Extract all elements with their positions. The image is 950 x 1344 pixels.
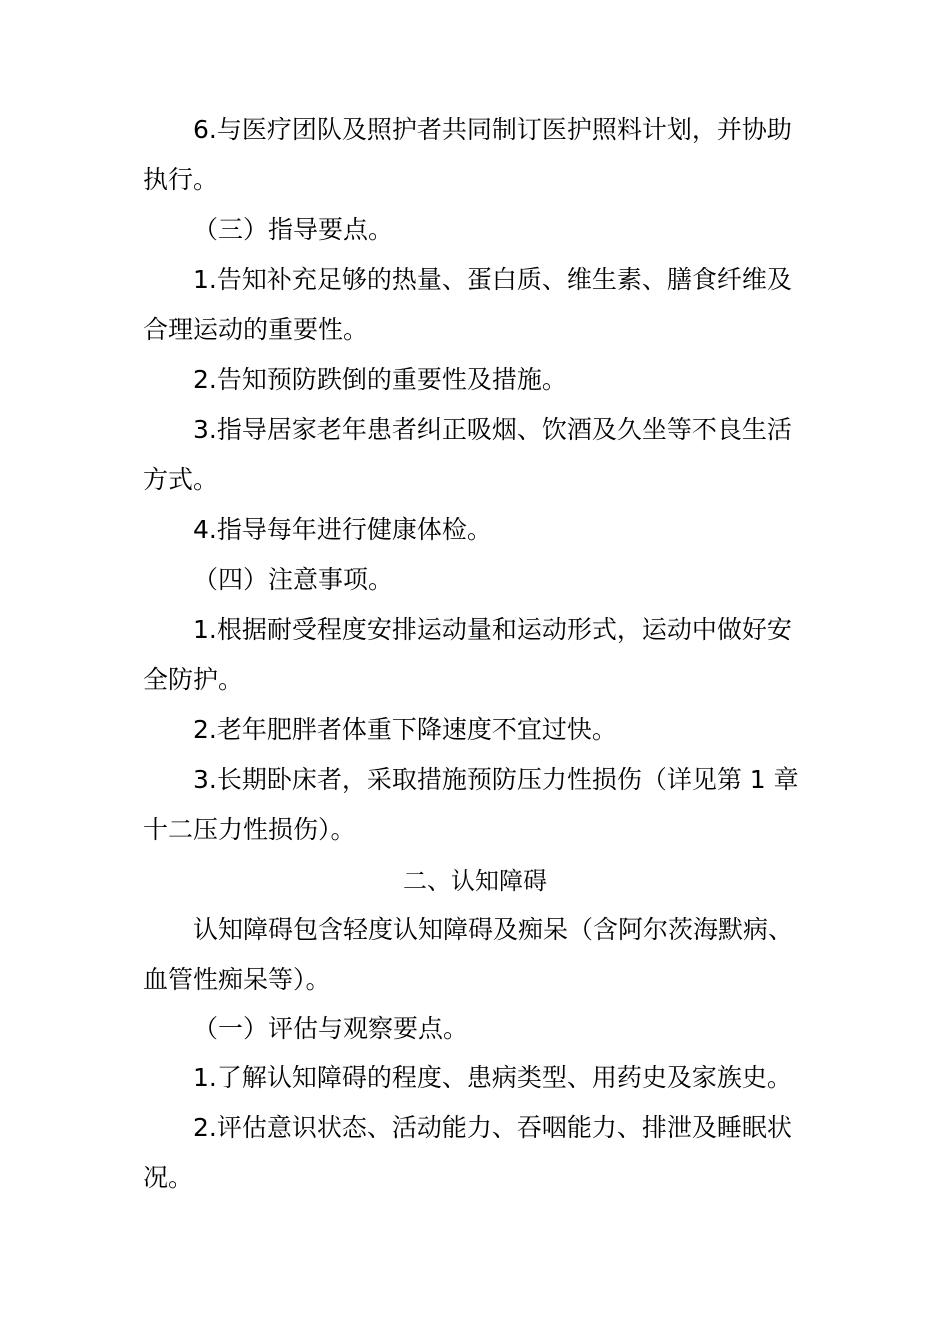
paragraph-line: 方式。 — [143, 465, 219, 494]
paragraph-line: 1.告知补充足够的热量、蛋白质、维生素、膳食纤维及 — [193, 265, 792, 294]
paragraph-line: 3.长期卧床者，采取措施预防压力性损伤（详见第 1 章 — [193, 765, 799, 794]
paragraph-line: 合理运动的重要性。 — [143, 315, 369, 344]
paragraph-line: 1.了解认知障碍的程度、患病类型、用药史及家族史。 — [193, 1063, 792, 1092]
paragraph-line: 1.根据耐受程度安排运动量和运动形式，运动中做好安 — [193, 615, 792, 644]
paragraph-line: 认知障碍包含轻度认知障碍及痴呆（含阿尔茨海默病、 — [193, 915, 794, 944]
paragraph-line: 2.老年肥胖者体重下降速度不宜过快。 — [193, 715, 617, 744]
paragraph-line: 血管性痴呆等）。 — [143, 965, 331, 994]
paragraph-line: 4.指导每年进行健康体检。 — [193, 515, 492, 544]
paragraph-line: 十二压力性损伤）。 — [143, 815, 356, 844]
paragraph-line: 全防护。 — [143, 665, 244, 694]
paragraph-line: 2.告知预防跌倒的重要性及措施。 — [193, 365, 567, 394]
section-heading: 二、认知障碍 — [403, 867, 547, 895]
paragraph-line: 3.指导居家老年患者纠正吸烟、饮酒及久坐等不良生活 — [193, 415, 792, 444]
paragraph-line: 6.与医疗团队及照护者共同制订医护照料计划，并协助 — [193, 115, 792, 144]
paragraph-line: 执行。 — [143, 165, 219, 194]
paragraph-line: 2.评估意识状态、活动能力、吞咽能力、排泄及睡眠状 — [193, 1113, 792, 1142]
subsection-heading: （三）指导要点。 — [193, 215, 394, 244]
paragraph-line: 况。 — [143, 1163, 194, 1192]
subsection-heading: （一）评估与观察要点。 — [193, 1014, 469, 1043]
subsection-heading: （四）注意事项。 — [193, 565, 394, 594]
